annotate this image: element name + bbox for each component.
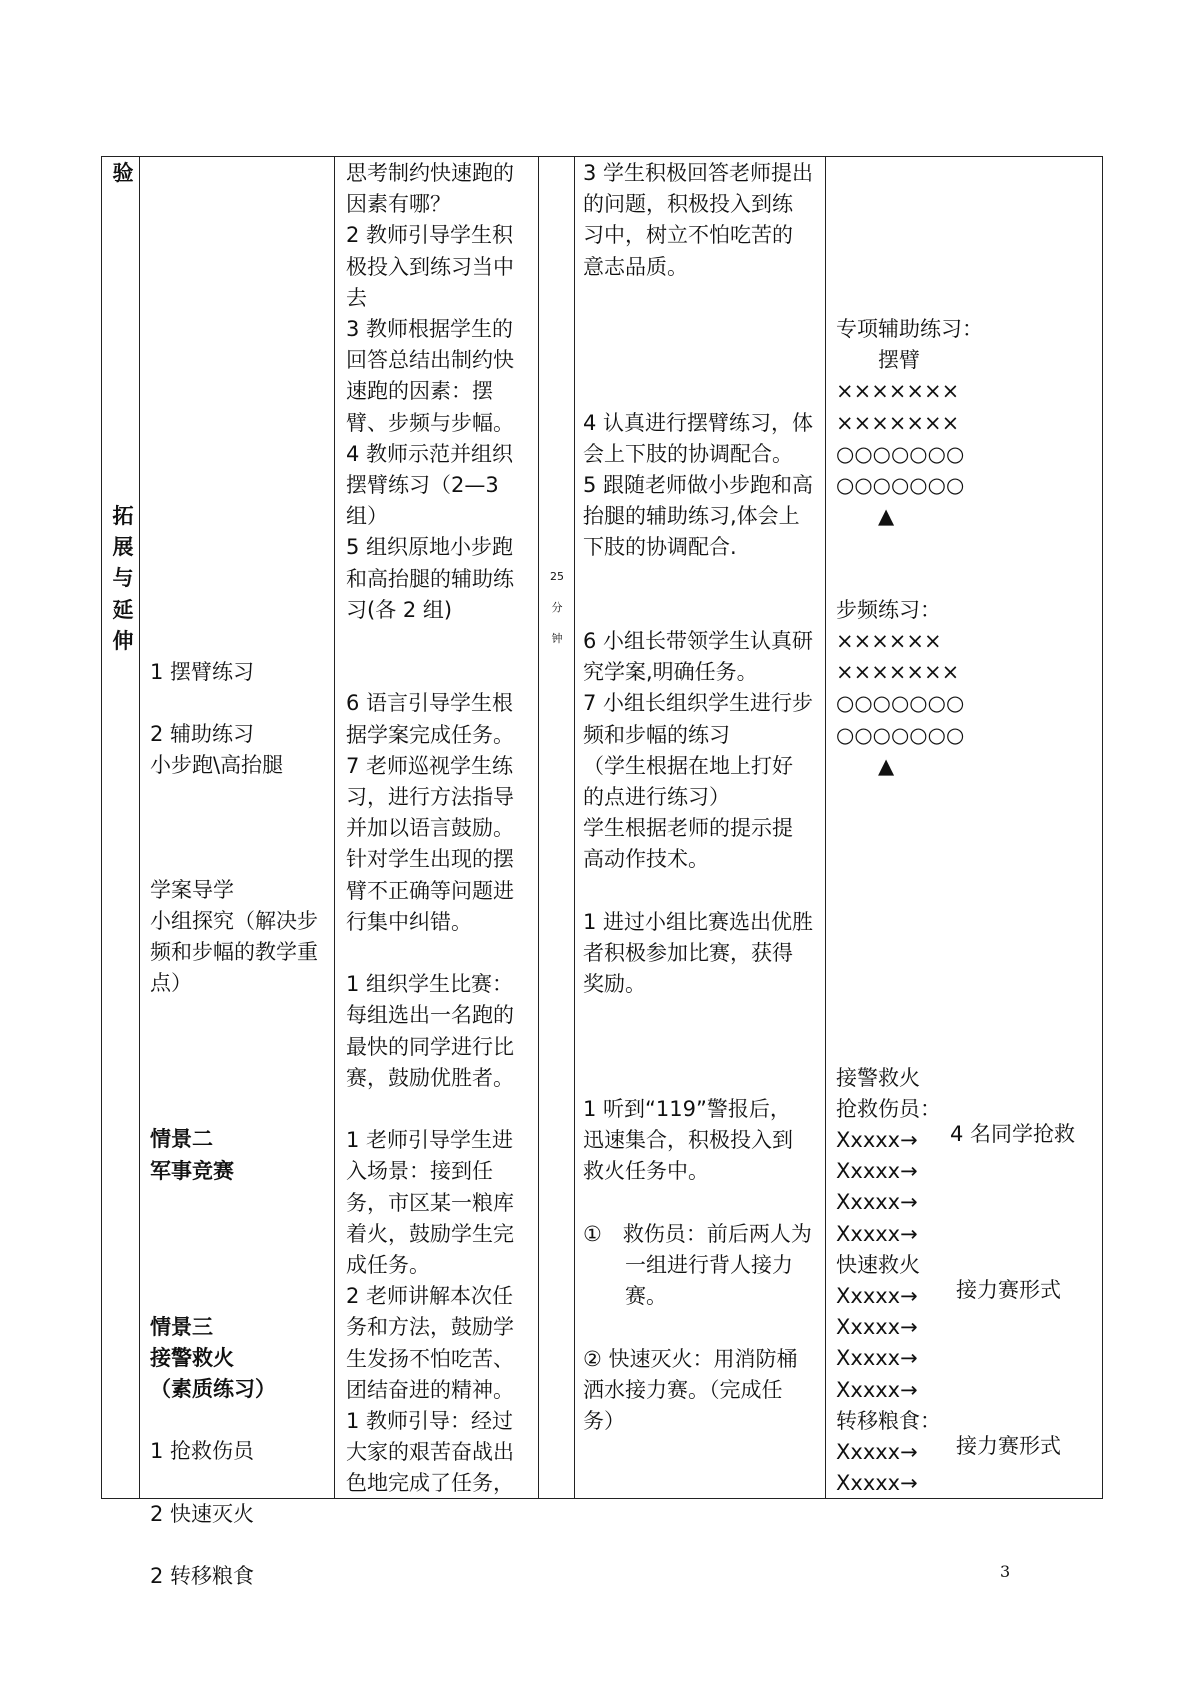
col1-line: 拓 [112,504,134,529]
col5-line [583,283,813,314]
col1-line [110,252,136,283]
col6-line: ○○○○○○○ [836,722,965,747]
col1-line [110,408,136,439]
col5-line: 务） [583,1408,625,1433]
col2-line [150,688,318,719]
time-column [545,561,569,655]
col1-line [110,189,136,220]
col3-line: 赛，鼓励优胜者。 [346,1065,514,1090]
col2-line [150,1249,318,1280]
col5-line [583,876,813,907]
column-divider [334,156,335,1499]
col2-line [150,1530,318,1561]
col5-line: 下肢的协调配合. [583,535,737,560]
col5-line: 频和步幅的练习 [583,722,730,747]
col2-line [150,1187,318,1218]
col3-line: 色地完成了任务， [346,1471,514,1496]
col3-line: 4 教师示范并组织 [346,441,514,466]
col2-line [150,1218,318,1249]
col3-line: 摆臂练习（2—3 [346,473,499,498]
col2-line [150,781,318,812]
col3-line: 回答总结出制约快 [346,348,514,373]
col3-line: 3 教师根据学生的 [346,317,514,342]
col3-line: 团结奋进的精神。 [346,1377,514,1402]
col1-line [110,470,136,501]
col3-line: 2 教师引导学生积 [346,223,514,248]
col2-line [150,563,318,594]
col2-line [150,812,318,843]
col3-line: 因素有哪？ [346,192,451,217]
col5-line: ② 快速灭火：用消防桶 [583,1346,798,1371]
col2-line [150,594,318,625]
col3-line: 7 老师巡视学生练 [346,753,514,778]
col3-line: 行集中纠错。 [346,909,472,934]
col6-line: 接警救火 [836,1065,920,1090]
col3-line: 据学案完成任务。 [346,722,514,747]
col6-line: Xxxxx→ [836,1440,918,1465]
col3-line: 极投入到练习当中 [346,254,514,279]
col1-line [110,439,136,470]
col1-line: 延 [112,597,134,622]
col2-line [150,1280,318,1311]
col1-line: 与 [112,566,134,591]
col3-line: 去 [346,285,367,310]
col2-line [150,1093,318,1124]
col1-line [110,314,136,345]
col6-line [836,158,983,189]
col4-line: 分 [551,601,563,615]
column-divider [538,156,539,1499]
col6-line: Xxxxx→ [836,1159,918,1184]
col3-line [346,657,514,688]
col6-line: ××××××× [836,379,960,404]
col6-line [836,907,983,938]
col3-line: 务和方法，鼓励学 [346,1315,514,1340]
relay-note: 接力赛形式 [956,1278,1061,1302]
col6-line [836,813,983,844]
relay-note: 接力赛形式 [956,1434,1061,1458]
col5-line [583,564,813,595]
col6-line: Xxxxx→ [836,1377,918,1402]
col6-line [836,532,983,563]
col5-line [583,376,813,407]
col5-line: 7 小组长组织学生进行步 [583,691,814,716]
col6-line: Xxxxx→ [836,1190,918,1215]
col2-line: 小步跑\高抬腿 [150,753,284,778]
col5-line [583,595,813,626]
col5-line: 奖励。 [583,972,646,997]
col2-line: （素质练习） [150,1376,276,1401]
col2-line: 学案导学 [150,877,234,902]
col3-line: 最快的同学进行比 [346,1034,514,1059]
col3-line [346,938,514,969]
col3-line: 入场景：接到任 [346,1159,493,1184]
col5-line [583,1312,813,1343]
col5-line: 高动作技术。 [583,847,709,872]
col1-line: 验 [112,161,134,185]
col1-line: 伸 [112,628,134,653]
col5-line [583,1063,813,1094]
student-activity-column [583,158,813,1437]
col2-line [150,625,318,656]
col3-line: 1 老师引导学生进 [346,1128,514,1153]
col1-line [110,283,136,314]
col1-line [110,376,136,407]
col1-line [110,220,136,251]
col6-line: Xxxxx→ [836,1128,918,1153]
col3-line: 速跑的因素：摆 [346,379,493,404]
col5-line [583,345,813,376]
col2-line: 1 抢救伤员 [150,1439,255,1464]
stage-column [110,158,136,657]
col5-line: （学生根据在地上打好 [583,753,793,778]
col5-line: 6 小组长带领学生认真研 [583,628,814,653]
col6-line: ○○○○○○○ [836,472,965,497]
col6-line [836,564,983,595]
col5-line [583,1188,813,1219]
col3-line: 生发扬不怕吃苦、 [346,1346,514,1371]
col2-line [150,501,318,532]
col5-line: 救火任务中。 [583,1159,709,1184]
col5-line: 会上下肢的协调配合。 [583,441,793,466]
col6-line: 步频练习： [836,597,941,622]
col2-line: 频和步幅的教学重 [150,940,318,965]
col6-line: Xxxxx→ [836,1315,918,1340]
col3-line: 和高抬腿的辅助练 [346,566,514,591]
col6-line: ××××××× [836,410,960,435]
col3-line: 臂、步频与步幅。 [346,410,514,435]
col6-line: ○○○○○○○ [836,441,965,466]
col5-line: 的问题，积极投入到练 [583,192,793,217]
col4-line: 25 [550,570,564,583]
col2-line [150,1405,318,1436]
col3-line: 每组选出一名跑的 [346,1003,514,1028]
col6-line: 抢救伤员： [836,1096,941,1121]
col3-line: 臂不正确等问题进 [346,878,514,903]
col3-line: 2 老师讲解本次任 [346,1284,514,1309]
col3-line [346,1094,514,1125]
col6-line: Xxxxx→ [836,1346,918,1371]
col6-line: Xxxxx→ [836,1221,918,1246]
col5-line: 5 跟随老师做小步跑和高 [583,472,814,497]
col3-line: 大家的艰苦奋战出 [346,1440,514,1465]
col1-line [110,345,136,376]
col6-line [836,938,983,969]
col3-line: 1 组织学生比赛： [346,972,514,997]
col2-line: 接警救火 [150,1345,234,1370]
col6-line [836,252,983,283]
col5-line: 4 认真进行摆臂练习，体 [583,410,814,435]
col2-line [150,469,318,500]
col6-line: Xxxxx→ [836,1284,918,1309]
col6-line [836,876,983,907]
column-divider [574,156,575,1499]
col6-line [836,220,983,251]
col2-line [150,438,318,469]
col5-line: 1 听到“119”警报后， [583,1096,791,1121]
col6-line: 转移粮食： [836,1408,941,1433]
col3-line: 5 组织原地小步跑 [346,535,514,560]
teacher-activity-column [346,158,514,1500]
col3-line: 成任务。 [346,1253,430,1278]
col6-line: ××××××× [836,660,960,685]
col6-line: 快速救火 [836,1252,920,1277]
col3-line: 务，市区某一粮库 [346,1190,514,1215]
col2-line: 情景三 [150,1314,213,1339]
col2-line [150,1000,318,1031]
col2-line [150,407,318,438]
col5-line: 1 进过小组比赛选出优胜 [583,909,814,934]
col3-line [346,626,514,657]
col6-line [836,1031,983,1062]
col2-line [150,1031,318,1062]
col2-line [150,844,318,875]
col5-line: 抬腿的辅助练习,体会上 [583,504,800,529]
col6-line: ×××××× [836,628,942,653]
col5-line: 洒水接力赛。（完成任 [583,1377,783,1402]
col6-line [836,844,983,875]
col5-line: 学生根据老师的提示提 [583,816,793,841]
col2-line: 小组探究（解决步 [150,909,318,934]
col6-line: 摆臂 [836,348,920,373]
col2-line: 军事竞赛 [150,1158,234,1183]
col2-line [150,1062,318,1093]
col4-line: 钟 [551,632,563,646]
col2-line: 2 辅助练习 [150,721,255,746]
col5-line: 者积极参加比赛，获得 [583,940,793,965]
col6-line: ▲ [836,504,895,529]
col2-line [150,532,318,563]
col5-line: 迅速集合，积极投入到 [583,1128,793,1153]
content-column [150,407,318,1592]
col3-line: 6 语言引导学生根 [346,691,514,716]
col5-line: 习中，树立不怕吃苦的 [583,223,793,248]
page-number: 3 [1000,1562,1011,1581]
col2-line: 点） [150,971,192,996]
col2-line: 情景二 [150,1127,213,1152]
col6-line: Xxxxx→ [836,1471,918,1496]
col6-line [836,782,983,813]
col5-line: 的点进行练习） [583,784,730,809]
col2-line [150,1468,318,1499]
column-divider [139,156,140,1499]
col6-line [836,189,983,220]
col6-line: ▲ [836,753,895,778]
col6-line: ○○○○○○○ [836,691,965,716]
col5-line [583,1000,813,1031]
col6-line [836,1000,983,1031]
col1-line: 展 [112,535,134,560]
col5-line: 究学案,明确任务。 [583,660,758,685]
col3-line: 针对学生出现的摆 [346,847,514,872]
col2-line: 1 摆臂练习 [150,659,255,684]
col5-line: 一组进行背人接力 [583,1252,793,1277]
col3-line: 习(各 2 组) [346,597,453,622]
col5-line [583,1032,813,1063]
col3-line: 思考制约快速跑的 [346,161,514,185]
col6-line [836,283,983,314]
col3-line: 组） [346,504,388,529]
col5-line: 3 学生积极回答老师提出 [583,161,814,185]
column-divider [825,156,826,1499]
col6-line: 专项辅助练习： [836,316,983,341]
col5-line [583,314,813,345]
rescue-note: 4 名同学抢救 [950,1122,1076,1146]
col3-line: 习，进行方法指导 [346,785,514,810]
col3-line: 并加以语言鼓励。 [346,816,514,841]
col3-line: 1 教师引导：经过 [346,1409,514,1434]
col3-line: 着火，鼓励学生完 [346,1221,514,1246]
col5-line: ① 救伤员：前后两人为 [583,1221,812,1246]
col2-line: 2 快速灭火 [150,1501,255,1526]
col6-line [836,969,983,1000]
col2-line: 2 转移粮食 [150,1564,255,1589]
col5-line: 赛。 [583,1284,667,1309]
col5-line: 意志品质。 [583,254,688,279]
